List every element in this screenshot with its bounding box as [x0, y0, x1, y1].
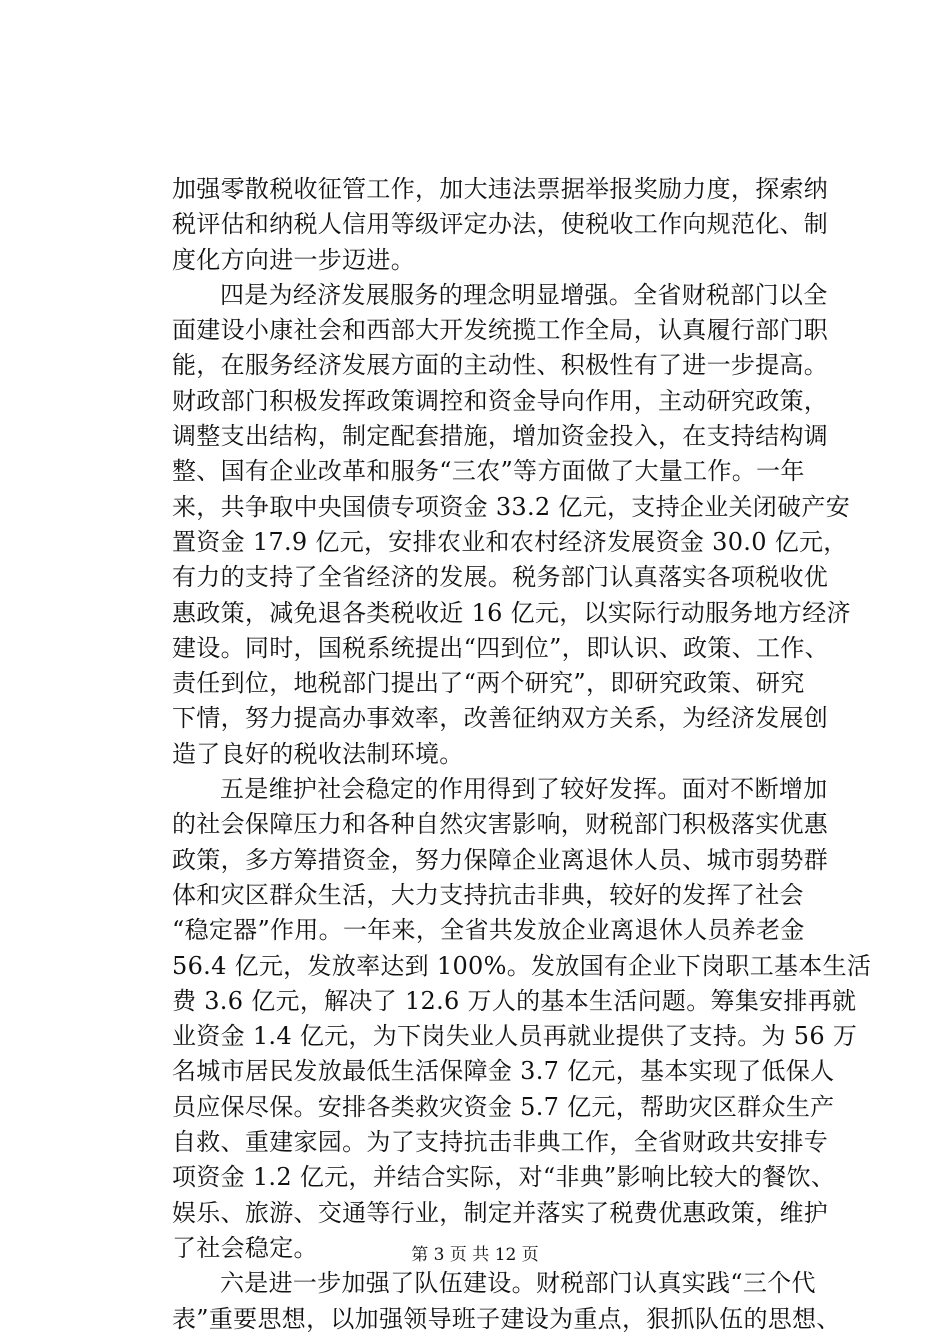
text-line: 度化方向进一步迈进。: [172, 245, 415, 274]
text-line: 项资金 1.2 亿元，并结合实际，对“非典”影响比较大的餐饮、: [172, 1163, 836, 1192]
text-line: 名城市居民发放最低生活保障金 3.7 亿元，基本实现了低保人: [172, 1057, 835, 1086]
text-line: 员应保尽保。安排各类救灾资金 5.7 亿元，帮助灾区群众生产: [172, 1092, 835, 1121]
text-line: 置资金 17.9 亿元，安排农业和农村经济发展资金 30.0 亿元，: [172, 527, 848, 556]
page-footer: 第 3 页 共 12 页: [411, 1245, 539, 1265]
text-line: 费 3.6 亿元，解决了 12.6 万人的基本生活问题。筹集安排再就: [172, 986, 857, 1015]
text-line: 责任到位，地税部门提出了“两个研究”，即研究政策、研究: [172, 669, 805, 698]
text-line: 自救、重建家园。为了支持抗击非典工作，全省财政共安排专: [172, 1128, 829, 1157]
text-line: 娱乐、旅游、交通等行业，制定并落实了税费优惠政策，维护: [172, 1198, 829, 1227]
text-line: 56.4 亿元，发放率达到 100%。发放国有企业下岗职工基本生活: [172, 951, 872, 980]
text-line: 建设。同时，国税系统提出“四到位”，即认识、政策、工作、: [172, 633, 829, 662]
text-line: 的社会保障压力和各种自然灾害影响，财税部门积极落实优惠: [172, 810, 829, 839]
text-line: 税评估和纳税人信用等级评定办法，使税收工作向规范化、制: [172, 210, 829, 239]
text-line: 有力的支持了全省经济的发展。税务部门认真落实各项税收优: [172, 563, 829, 592]
text-line: 能，在服务经济发展方面的主动性、积极性有了进一步提高。: [172, 351, 829, 380]
text-line: 整、国有企业改革和服务“三农”等方面做了大量工作。一年: [172, 457, 805, 486]
text-line: 来，共争取中央国债专项资金 33.2 亿元，支持企业关闭破产安: [172, 492, 850, 521]
text-line: 了社会稳定。: [172, 1233, 318, 1262]
text-line: 调整支出结构，制定配套措施，增加资金投入，在支持结构调: [172, 422, 829, 451]
text-line: 体和灾区群众生活，大力支持抗击非典，较好的发挥了社会: [172, 880, 804, 909]
text-line: “稳定器”作用。一年来，全省共发放企业离退休人员养老金: [172, 916, 805, 945]
text-line: 四是为经济发展服务的理念明显增强。全省财税部门以全: [220, 280, 828, 309]
text-line: 五是维护社会稳定的作用得到了较好发挥。面对不断增加: [220, 775, 828, 804]
text-line: 造了良好的税收法制环境。: [172, 739, 464, 768]
text-line: 下情，努力提高办事效率，改善征纳双方关系，为经济发展创: [172, 704, 829, 733]
text-line: 政策，多方筹措资金，努力保障企业离退休人员、城市弱势群: [172, 845, 829, 874]
text-line: 惠政策，减免退各类税收近 16 亿元，以实际行动服务地方经济: [172, 598, 851, 627]
text-line: 面建设小康社会和西部大开发统揽工作全局，认真履行部门职: [172, 316, 829, 345]
text-line: 业资金 1.4 亿元，为下岗失业人员再就业提供了支持。为 56 万: [172, 1022, 858, 1051]
text-line: 财政部门积极发挥政策调控和资金导向作用，主动研究政策，: [172, 386, 829, 415]
text-line: 加强零散税收征管工作，加大违法票据举报奖励力度，探索纳: [172, 175, 829, 203]
text-line: 六是进一步加强了队伍建设。财税部门认真实践“三个代: [220, 1269, 816, 1298]
text-line: 表”重要思想，以加强领导班子建设为重点，狠抓队伍的思想、: [172, 1304, 841, 1333]
document-body: [172, 172, 872, 1337]
